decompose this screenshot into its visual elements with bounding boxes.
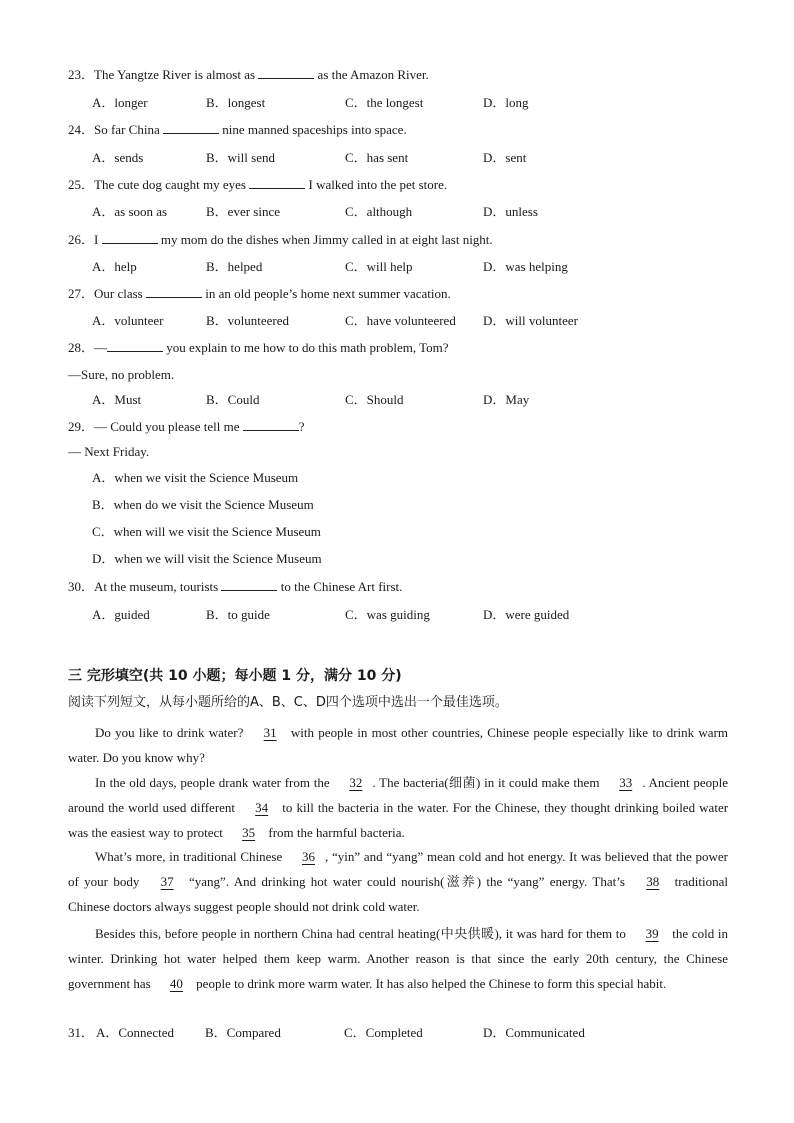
option-a: A．sends xyxy=(92,150,144,165)
option-c: C．have volunteered xyxy=(345,313,456,328)
option-d: D．May xyxy=(483,392,530,407)
question-stem-end: my mom do the dishes when Jimmy called in at eight last night. xyxy=(160,232,493,247)
question-number: 31． xyxy=(68,1025,95,1040)
option-a: A．Connected xyxy=(96,1025,174,1040)
option-c: C．has sent xyxy=(345,150,409,165)
option-c: C．will help xyxy=(345,259,413,274)
question-stem: 24．So far China xyxy=(68,122,160,137)
option-c: C．the longest xyxy=(345,95,424,110)
answer-blank xyxy=(258,66,314,79)
reply-29: — Next Friday. xyxy=(68,444,150,459)
option-b: B．Compared xyxy=(205,1025,281,1040)
option-b: B．will send xyxy=(206,150,275,165)
blank-33: 33 xyxy=(619,775,633,790)
option-c: C．Should xyxy=(345,392,404,407)
section-instruction: 阅读下列短文，从每小题所给的A、B、C、D四个选项中选出一个最佳选项。 xyxy=(68,695,508,710)
blank-32: 32 xyxy=(349,775,363,790)
question-30 xyxy=(68,578,402,596)
answer-blank xyxy=(107,339,163,352)
option-c: C．Completed xyxy=(344,1025,423,1040)
option-d: D．long xyxy=(483,95,529,110)
passage-paragraph-3: What’s more, in traditional Chinese 36 , “yin” and “yang” mean cold and hot energy. It was believed that the power of your body 37 “yang”. And drinking hot water could nourish(滋养) the “yang” energy. That’s 38 traditional Chinese doctors always suggest people should not drink cold water. xyxy=(68,844,728,919)
answer-blank xyxy=(249,176,305,189)
question-stem-end: nine manned spaceships into space. xyxy=(222,122,407,137)
blank-36: 36 xyxy=(301,849,315,864)
option-b: B．ever since xyxy=(206,204,281,219)
question-25 xyxy=(68,176,447,194)
option-c: C．was guiding xyxy=(345,607,430,622)
blank-34: 34 xyxy=(255,800,269,815)
question-26 xyxy=(68,231,493,249)
option-a: A．Must xyxy=(92,392,142,407)
question-stem-end: in an old people’s home next summer vacation. xyxy=(205,286,451,301)
question-stem: 26．I xyxy=(68,232,99,247)
answer-blank xyxy=(163,121,219,134)
question-23 xyxy=(68,66,429,84)
option-d: D．will volunteer xyxy=(483,313,578,328)
question-24 xyxy=(68,121,407,139)
option-b: B．helped xyxy=(206,259,263,274)
blank-31: 31 xyxy=(263,725,277,740)
option-a: A．when we visit the Science Museum xyxy=(92,470,299,485)
question-stem: 29．— Could you please tell me xyxy=(68,419,240,434)
question-28 xyxy=(68,339,449,357)
option-d: D．Communicated xyxy=(483,1025,585,1040)
answer-blank xyxy=(243,418,299,431)
question-stem-end: I walked into the pet store. xyxy=(308,177,448,192)
question-stem-end: you explain to me how to do this math problem, Tom? xyxy=(166,340,449,355)
question-29 xyxy=(68,418,305,436)
option-b: B．when do we visit the Science Museum xyxy=(92,497,314,512)
question-stem-end: to the Chinese Art first. xyxy=(280,579,403,594)
option-b: B．Could xyxy=(206,392,260,407)
question-stem-end: as the Amazon River. xyxy=(317,67,429,82)
question-stem: 27．Our class xyxy=(68,286,143,301)
option-b: B．volunteered xyxy=(206,313,290,328)
question-stem: 25．The cute dog caught my eyes xyxy=(68,177,246,192)
option-a: A．volunteer xyxy=(92,313,164,328)
blank-35: 35 xyxy=(242,825,256,840)
passage-paragraph-4: Besides this, before people in northern China had central heating(中央供暖), it was hard for them to 39 the cold in winter. Drinking hot water helped them keep warm. Another reason is that since the early 20th century, the Chinese government has 40 people to drink more warm water. It has also helped the Chinese to form this special habit. xyxy=(68,921,728,996)
question-31 xyxy=(68,1024,94,1042)
question-stem: 28．— xyxy=(68,340,108,355)
passage-paragraph-2: In the old days, people drank water from the 32 . The bacteria(细菌) in it could make them 33 . Ancient people around the world used different 34 to kill the bacteria in the water. For the Chinese, they thought drinking boiled water was the easiest way to protect 35 from the harmful bacteria. xyxy=(68,770,728,845)
reply-28: —Sure, no problem. xyxy=(68,367,175,382)
answer-blank xyxy=(146,285,202,298)
option-c: C．when will we visit the Science Museum xyxy=(92,524,321,539)
option-d: D．were guided xyxy=(483,607,570,622)
option-a: A．help xyxy=(92,259,137,274)
option-b: B．longest xyxy=(206,95,266,110)
option-d: D．when we will visit the Science Museum xyxy=(92,551,322,566)
question-stem: 30．At the museum, tourists xyxy=(68,579,219,594)
question-stem-end: ? xyxy=(298,419,305,434)
blank-39: 39 xyxy=(645,926,659,941)
answer-blank xyxy=(102,231,158,244)
section-title: 三 完形填空(共 10 小题；每小题 1 分，满分 10 分) xyxy=(68,668,402,684)
question-27 xyxy=(68,285,451,303)
option-a: A．guided xyxy=(92,607,150,622)
passage-paragraph-1: Do you like to drink water? 31 with people in most other countries, Chinese people especially like to drink warm water. Do you know why? xyxy=(68,720,728,770)
option-d: D．was helping xyxy=(483,259,568,274)
question-stem: 23．The Yangtze River is almost as xyxy=(68,67,256,82)
option-a: A．as soon as xyxy=(92,204,168,219)
option-d: D．sent xyxy=(483,150,527,165)
option-d: D．unless xyxy=(483,204,538,219)
blank-40: 40 xyxy=(169,976,183,991)
blank-38: 38 xyxy=(646,874,660,889)
option-b: B．to guide xyxy=(206,607,270,622)
option-a: A．longer xyxy=(92,95,148,110)
blank-37: 37 xyxy=(160,874,174,889)
option-c: C．although xyxy=(345,204,413,219)
answer-blank xyxy=(221,578,277,591)
